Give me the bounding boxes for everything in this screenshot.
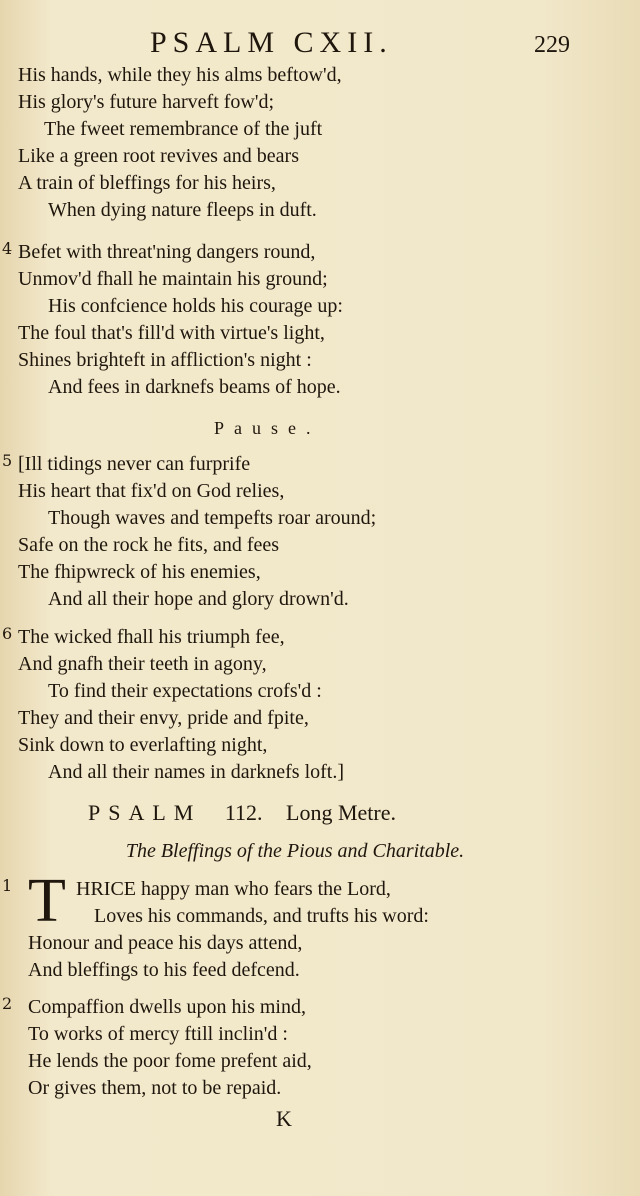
verse-line: His confcience holds his courage up: <box>48 295 343 317</box>
psalm112-stanza-2 <box>0 994 640 1102</box>
verse-line: Or gives them, not to be repaid. <box>28 1077 282 1099</box>
verse-line: And gnafh their teeth in agony, <box>18 653 267 675</box>
stanza-5 <box>0 451 640 613</box>
verse-line: And fees in darknefs beams of hope. <box>48 376 341 398</box>
verse-line: Compaffion dwells upon his mind, <box>28 996 306 1018</box>
verse-line: Like a green root revives and bears <box>18 145 299 167</box>
verse-line: [Ill tidings never can furprife <box>18 453 251 475</box>
verse-line: To works of mercy ftill inclin'd : <box>28 1023 288 1045</box>
signature-mark: K <box>276 1106 292 1131</box>
verse-line: Though waves and tempefts roar around; <box>48 507 377 529</box>
metre-label: Long Metre. <box>286 800 397 825</box>
page-header <box>0 26 640 62</box>
verse-line: And all their names in darknefs loft.] <box>48 761 345 783</box>
stanza-continued <box>0 62 640 224</box>
page-number: 229 <box>534 32 570 58</box>
verse-line: HRICE happy man who fears the Lord, <box>76 878 391 900</box>
verse-number: 4 <box>2 239 13 258</box>
pause-heading: Pause. <box>214 418 321 438</box>
verse-line: They and their envy, pride and fpite, <box>18 707 309 729</box>
verse-line: The fweet remembrance of the juft <box>44 118 323 140</box>
verse-line: Unmov'd fhall he maintain his ground; <box>18 268 328 290</box>
verse-number: 1 <box>2 876 13 895</box>
verse-line: Loves his commands, and trufts his word: <box>94 905 429 927</box>
psalm112-stanza-1 <box>0 876 640 984</box>
verse-line: His glory's future harveft fow'd; <box>18 91 275 113</box>
verse-line: When dying nature fleeps in duft. <box>48 199 317 221</box>
verse-line: Safe on the rock he fits, and fees <box>18 534 280 556</box>
verse-number: 5 <box>2 451 13 470</box>
verse-line: He lends the poor fome prefent aid, <box>28 1050 312 1072</box>
verse-line: And all their hope and glory drown'd. <box>48 588 349 610</box>
verse-number: 2 <box>2 994 13 1013</box>
running-title: PSALM CXII. <box>150 26 393 59</box>
psalm-subtitle: The Bleffings of the Pious and Charitable. <box>125 840 465 862</box>
psalm-label: PSALM <box>88 800 202 825</box>
verse-line: His heart that fix'd on God relies, <box>18 480 285 502</box>
verse-line: Befet with threat'ning dangers round, <box>18 241 316 263</box>
stanza-6 <box>0 624 640 786</box>
verse-line: The foul that's fill'd with virtue's light, <box>18 322 325 344</box>
verse-line: His hands, while they his alms beftow'd, <box>18 64 342 86</box>
verse-line: The wicked fhall his triumph fee, <box>18 626 285 648</box>
psalm-number: 112. <box>224 800 263 825</box>
verse-line: A train of bleffings for his heirs, <box>18 172 276 194</box>
verse-line: Honour and peace his days attend, <box>28 932 303 954</box>
verse-line: The fhipwreck of his enemies, <box>18 561 261 583</box>
psalm-heading <box>88 800 396 826</box>
stanza-4 <box>0 239 640 401</box>
drop-cap: T <box>28 867 66 935</box>
verse-number: 6 <box>2 624 13 643</box>
verse-line: To find their expectations crofs'd : <box>48 680 322 702</box>
verse-line: And bleffings to his feed defcend. <box>28 959 300 981</box>
verse-line: Sink down to everlafting night, <box>18 734 268 756</box>
verse-line: Shines brighteft in affliction's night : <box>18 349 312 371</box>
